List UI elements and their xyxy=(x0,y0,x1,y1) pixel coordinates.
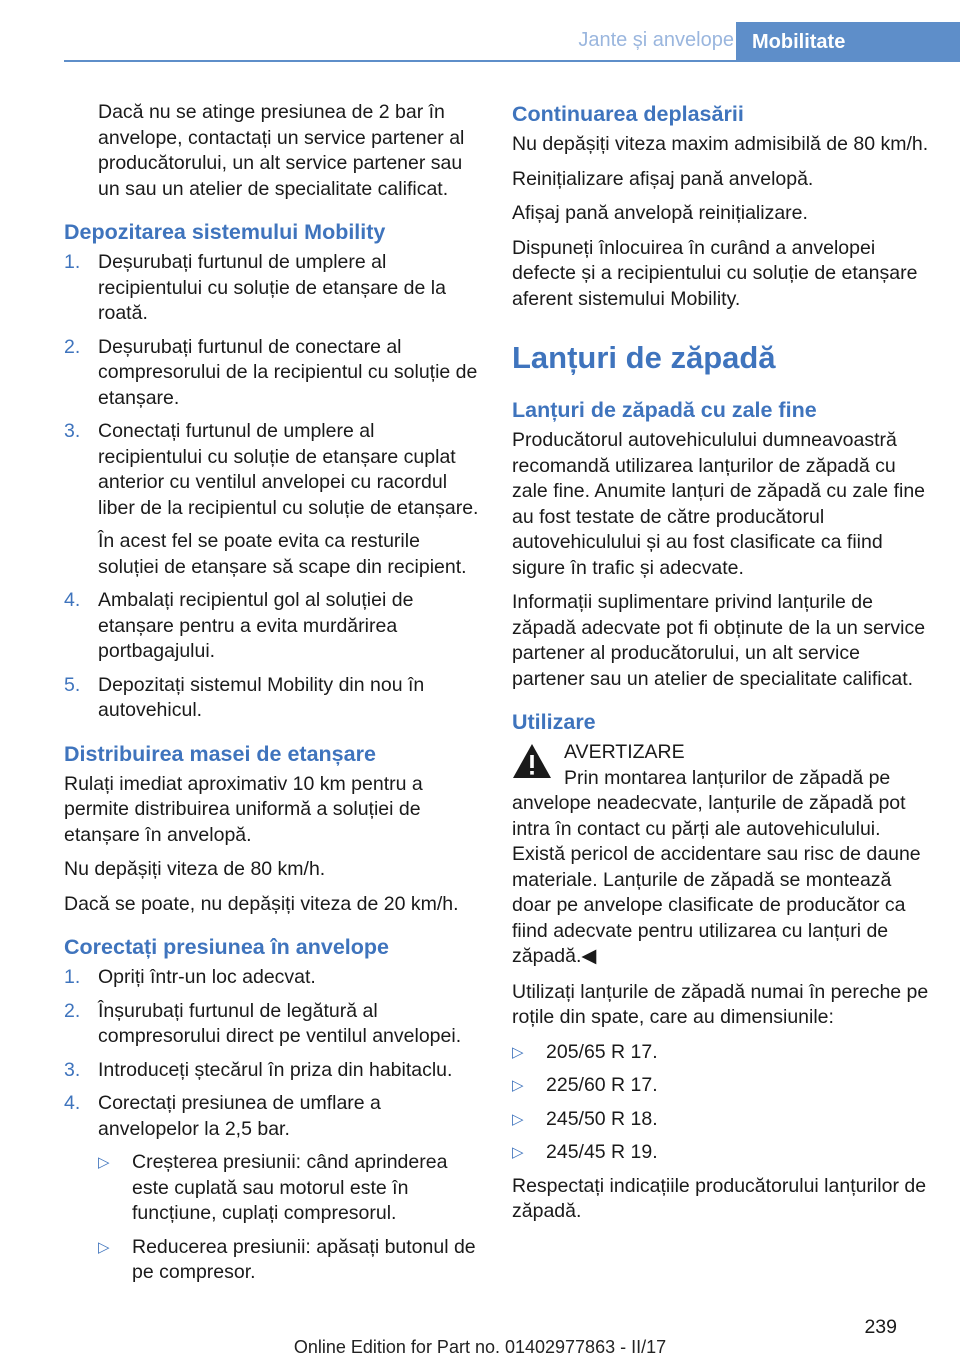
list-item xyxy=(64,1058,482,1084)
triangle-right-icon: ▷ xyxy=(512,1077,524,1094)
step-text: Ambalați recipientul gol al soluției de etanșare pentru a evita murdărirea portbagajului. xyxy=(98,589,414,662)
left-column xyxy=(64,100,482,1294)
list-item xyxy=(512,1040,932,1066)
display-reset-paragraph: Afișaj pană anvelopă reinițializare. xyxy=(512,202,808,224)
step-number: 3. xyxy=(64,420,81,442)
step-number: 2. xyxy=(64,335,81,358)
step-number: 2. xyxy=(64,999,81,1022)
snow-chains-title: Lanțuri de zăpadă xyxy=(512,340,776,375)
step-text: Deșurubați furtunul de umplere al recipientului cu soluție de etanșare de la roată. xyxy=(98,251,446,324)
step-text: Deșurubați furtunul de conectare al compresorului de la recipientul cu soluție de etanșare. xyxy=(98,335,478,409)
list-item xyxy=(512,1107,932,1133)
right-column xyxy=(512,100,932,1234)
storage-steps xyxy=(64,250,482,724)
tire-size: 225/60 R 17. xyxy=(546,1074,658,1096)
usage-paragraph: Utilizați lanțurile de zăpadă numai în pereche pe roțile din spate, care au dimensiunile: xyxy=(512,980,929,1028)
list-item xyxy=(64,335,482,412)
step-text: Înșurubați furtunul de legătură al compresorului direct pe ventilul anvelopei. xyxy=(98,999,462,1047)
tire-sizes-list xyxy=(512,1040,932,1166)
tire-size: 245/45 R 19. xyxy=(546,1141,658,1163)
step-note: În acest fel se poate evita ca resturile soluției de etanșare să scape din recipient. xyxy=(98,530,467,578)
correct-pressure-heading: Corectați presiunea în anvelope xyxy=(64,935,389,959)
list-item xyxy=(64,673,482,724)
list-item xyxy=(512,1140,932,1166)
header-section-title: Jante și anvelope xyxy=(578,29,734,51)
header-chapter-tab xyxy=(736,22,960,62)
pressure-bullets xyxy=(98,1150,482,1286)
manufacturer-note: Respectați indicațiile producătorului lanțurilor de zăpadă. xyxy=(512,1174,927,1222)
page-number: 239 xyxy=(864,1316,897,1338)
step-number: 1. xyxy=(64,251,81,273)
triangle-right-icon: ▷ xyxy=(512,1110,524,1128)
step-number: 1. xyxy=(64,966,81,988)
warning-title: AVERTIZARE xyxy=(564,741,685,763)
triangle-right-icon: ▷ xyxy=(512,1043,524,1061)
step-number: 5. xyxy=(64,673,81,696)
list-item xyxy=(64,250,482,327)
bullet-text: Reducerea presiunii: apăsați butonul de pe compresor. xyxy=(132,1235,476,1283)
bullet-text: Creșterea presiunii: când aprinderea este cuplată sau motorul este în funcțiune, cuplați compresorul. xyxy=(132,1151,448,1224)
fine-chains-heading: Lanțuri de zăpadă cu zale fine xyxy=(512,398,817,422)
correct-pressure-steps xyxy=(64,965,482,1286)
step-text: Conectați furtunul de umplere al recipientului cu soluție de etanșare cuplat anterior cu ventilul anvelopei cu racordul liber de la recipientul cu soluție de etanșare. xyxy=(98,420,479,519)
step-number: 3. xyxy=(64,1058,81,1081)
page-header xyxy=(0,0,960,62)
step-text: Depozitați sistemul Mobility din nou în autovehicul. xyxy=(98,673,425,721)
step-number: 4. xyxy=(64,1092,81,1114)
warning-text: Prin montarea lanțurilor de zăpadă pe anvelope neadecvate, lanțurile de zăpadă pot intra în contact cu părți ale autovehiculului. Există pericol de accidentare sau risc de daune materiale. Lanțurile de zăpadă se montează doar pe anvelope clasificate de producător ca fiind adecvate pentru utilizarea cu lanțuri de zăpadă.◀ xyxy=(512,766,921,967)
step-text: Introduceți ștecărul în priza din habitaclu. xyxy=(98,1058,453,1081)
header-divider xyxy=(64,60,960,62)
tire-size: 245/50 R 18. xyxy=(546,1107,658,1130)
chains-info-paragraph: Informații suplimentare privind lanțurile de zăpadă adecvate pot fi obținute de la un service partener al producătorului, un alt service partener sau un atelier de specialitate calificat. xyxy=(512,591,926,690)
list-item xyxy=(64,588,482,665)
list-item xyxy=(64,999,482,1050)
triangle-right-icon: ▷ xyxy=(98,1238,110,1256)
continue-heading: Continuarea deplasării xyxy=(512,102,744,126)
fine-chains-paragraph: Producătorul autovehiculului dumneavoastră recomandă utilizarea lanțurilor de zăpadă cu zale fine. Anumite lanțuri de zăpadă cu zale fine au fost testate de către producătorul autovehiculului și au fost clasificate ca fiind sigure în trafic și adecvate. xyxy=(512,429,926,579)
intro-paragraph: Dacă nu se atinge presiunea de 2 bar în anvelope, contactați un service partener al producătorului, un alt service partener sau un sau un atelier de specialitate calificat. xyxy=(98,101,465,200)
step-number: 4. xyxy=(64,589,81,611)
step-text: Corectați presiunea de umflare a anvelopelor la 2,5 bar. xyxy=(98,1092,381,1140)
list-item xyxy=(64,965,482,991)
continue-speed-paragraph: Nu depășiți viteza maxim admisibilă de 80 km/h. xyxy=(512,133,929,155)
triangle-right-icon: ▷ xyxy=(98,1154,110,1171)
edition-line: Online Edition for Part no. 01402977863 - II/17 xyxy=(293,1337,667,1357)
list-item xyxy=(64,419,482,580)
list-item xyxy=(98,1150,482,1227)
speed-limit-20: Dacă se poate, nu depășiți viteza de 20 km/h. xyxy=(64,892,459,915)
list-item xyxy=(64,1091,482,1286)
distribution-paragraph: Rulați imediat aproximativ 10 km pentru a permite distribuirea uniformă a soluției de etanșare în anvelopă. xyxy=(64,772,423,846)
usage-heading: Utilizare xyxy=(512,710,596,734)
warning-block xyxy=(512,740,932,970)
storage-heading: Depozitarea sistemului Mobility xyxy=(64,220,386,244)
distribution-heading: Distribuirea masei de etanșare xyxy=(64,741,376,766)
step-text: Opriți într-un loc adecvat. xyxy=(98,966,316,988)
list-item xyxy=(512,1073,932,1099)
replacement-paragraph: Dispuneți înlocuirea în curând a anvelopei defecte și a recipientului cu soluție de etanșare aferent sistemului Mobility. xyxy=(512,236,918,310)
tire-size: 205/65 R 17. xyxy=(546,1040,658,1063)
warning-triangle-icon xyxy=(512,743,552,779)
reset-display-paragraph: Reinițializare afișaj pană anvelopă. xyxy=(512,167,814,190)
header-chapter-label: Mobilitate xyxy=(752,31,846,53)
speed-limit-80: Nu depășiți viteza de 80 km/h. xyxy=(64,858,326,880)
triangle-right-icon: ▷ xyxy=(512,1144,524,1161)
list-item xyxy=(98,1235,482,1286)
